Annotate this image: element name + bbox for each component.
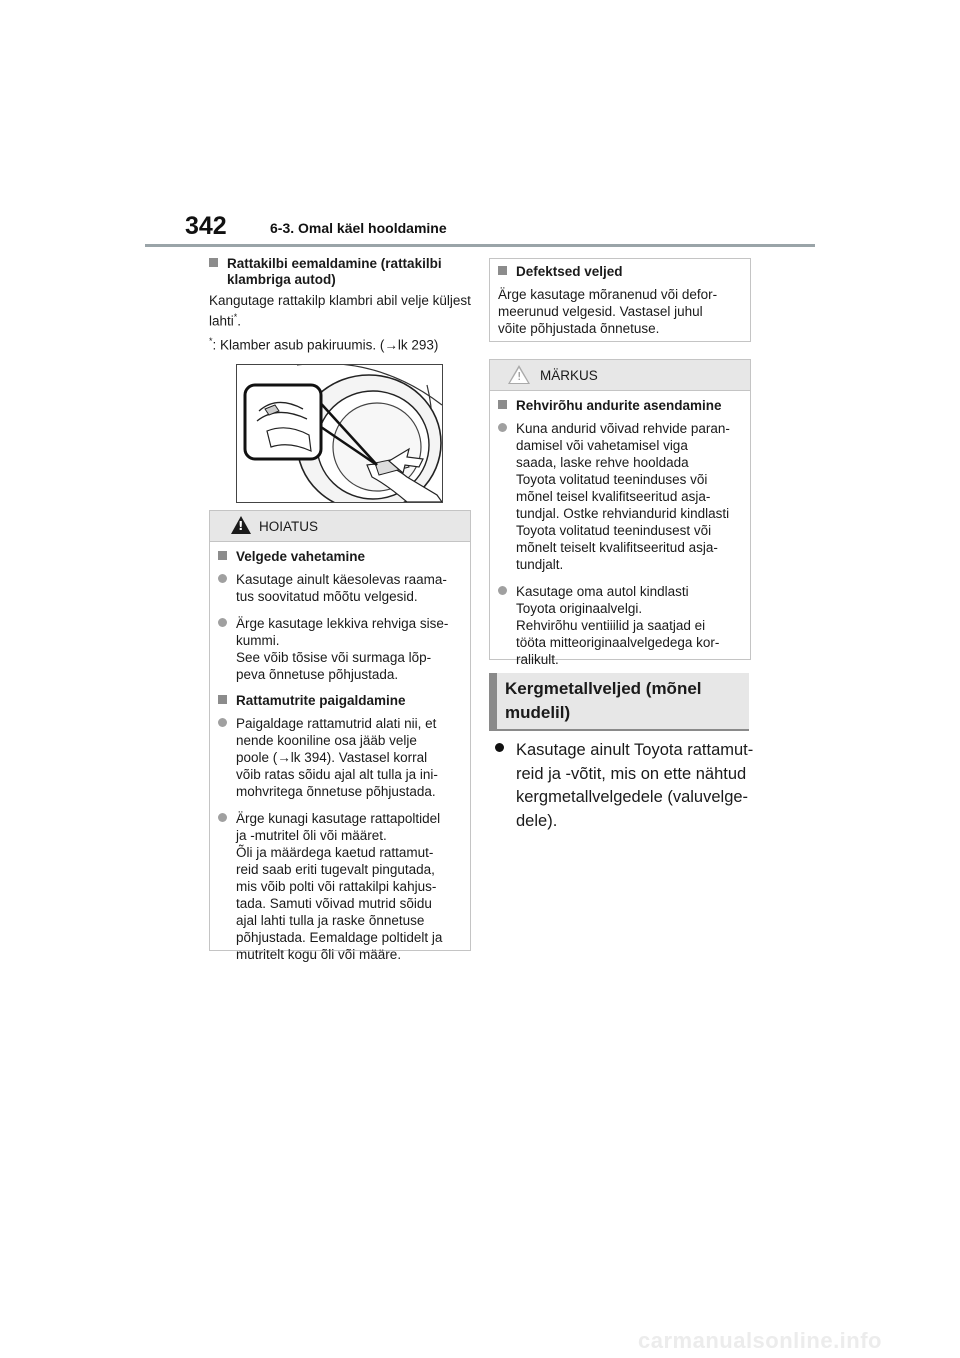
notice-item: Kuna andurid võivad rehvide paran- damisel või vahetamisel viga saada, laske rehve hooldada Toyota volitatud teeninduses või mõnel teisel kvalifitseeritud asja- tundjal. Ostke rehviandurid kindlasti Toyota volitatud teenindusest või mõnelt teiselt kvalifitseeritud asja- tundjalt. (498, 420, 742, 573)
bullet-dot-icon (495, 743, 504, 752)
notice-label: MÄRKUS (540, 368, 598, 383)
bullet-dot-icon (218, 718, 227, 727)
notice-heading: Rehvirõhu andurite asendamine (498, 398, 742, 414)
defective-rims-heading: Defektsed veljed (498, 264, 742, 280)
page-number: 342 (185, 212, 227, 240)
alloy-rims-text: Kasutage ainult Toyota rattamut- reid ja -võtit, mis on ette nähtud kergmetallvelgedele (valuvelge- dele). (495, 739, 757, 833)
wheel-cover-drawing (237, 365, 442, 502)
warning-heading-nuts: Rattamutrite paigaldamine (218, 693, 462, 709)
defective-rims-box (489, 258, 751, 342)
square-bullet-icon (498, 266, 507, 275)
warning-item: Ärge kunagi kasutage rattapoltidel ja -mutritel õli või määret. Õli ja määrdega kaetud rattamut- reid saab eriti tugevalt pingutada, mis võib polti või rattakilpi kahjus- tada. Samuti võivad mutrid sõidu ajal lahti tulla ja raske õnnetuse põhjustada. Eemaldage poltidelt ja mutritelt kogu õli või määre. (218, 810, 462, 963)
notice-box (489, 359, 751, 667)
warning-box (209, 510, 471, 962)
intro-heading: Rattakilbi eemaldamine (rattakilbi klambriga autod) (209, 256, 471, 288)
warning-triangle-icon (231, 516, 251, 534)
warning-box-body (210, 542, 470, 971)
notice-item: Kasutage oma autol kindlasti Toyota originaalvelgi. Rehvirõhu ventiiilid ja saatjad ei tööta mitteoriginaalvelgedega kor- ralikult. (498, 583, 742, 668)
intro-footnote: *: Klamber asub pakiruumis. (→lk 293) (209, 335, 439, 352)
warning-label: HOIATUS (259, 519, 319, 534)
watermark: carmanualsonline.info (638, 1328, 882, 1353)
warning-box-header (210, 511, 470, 542)
bullet-dot-icon (498, 586, 507, 595)
square-bullet-icon (218, 695, 227, 704)
header-rule (145, 244, 815, 247)
square-bullet-icon (209, 258, 218, 267)
defective-rims-body (490, 259, 750, 345)
bullet-dot-icon (218, 618, 227, 627)
intro-block (209, 256, 471, 353)
section-banner-bar (489, 673, 497, 731)
warning-item: Ärge kasutage lekkiva rehviga sise- kummi. See võib tõsise või surmaga lõp- peva õnnetuse põhjustada. (218, 615, 462, 683)
bullet-dot-icon (498, 423, 507, 432)
warning-item: Paigaldage rattamutrid alati nii, et nende kooniline osa jääb velje poole (→lk 394). Vastasel korral võib ratas sõidu ajal alt tulla ja ini- mohvritega õnnetuse põhjustada. (218, 715, 462, 800)
warning-item: Kasutage ainult käesolevas raama- tus soovitatud mõõtu velgesid. (218, 571, 462, 605)
section-banner-title: Kergmetallveljed (mõnel mudelil) (505, 679, 702, 722)
notice-box-header: ! MÄRKUS (490, 360, 750, 391)
intro-text: Kangutage rattakilp klambri abil velje küljest lahti*. (209, 293, 471, 329)
defective-rims-text: Ärge kasutage mõranenud või defor- meerunud velgesid. Vastasel juhul võite põhjustada õnnetuse. (498, 287, 718, 336)
section-title: 6-3. Omal käel hooldamine (270, 220, 447, 236)
square-bullet-icon (218, 551, 227, 560)
notice-box-body (490, 391, 750, 676)
wheel-cover-illustration (236, 364, 443, 503)
square-bullet-icon (498, 400, 507, 409)
section-banner (489, 673, 749, 731)
bullet-dot-icon (218, 574, 227, 583)
warning-heading-rims: Velgede vahetamine (218, 549, 462, 565)
bullet-dot-icon (218, 813, 227, 822)
alloy-rims-bullet (495, 739, 757, 833)
